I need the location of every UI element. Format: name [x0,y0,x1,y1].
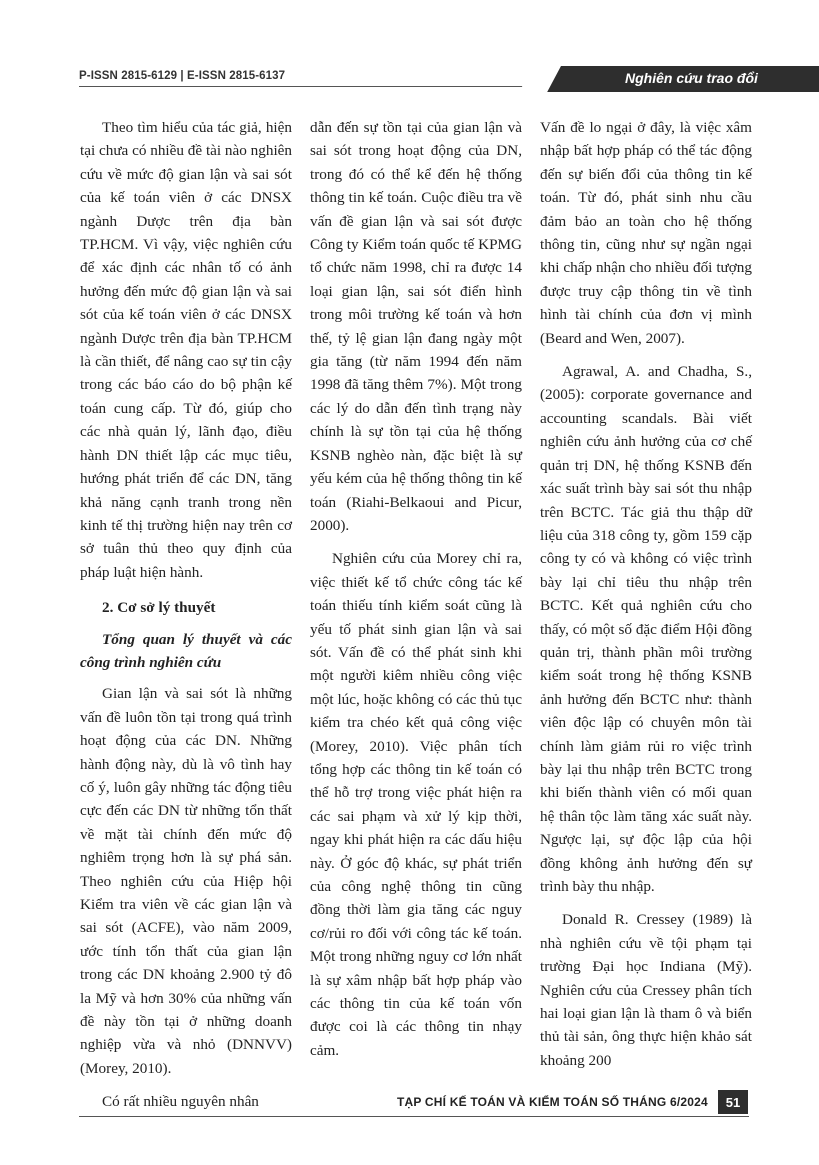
paragraph: Agrawal, A. and Chadha, S., (2005): corporate governance and accounting scandals. Bài viết nghiên cứu ảnh hưởng của cơ chế quản trị DN, hệ thống KSNB đến xác suất trình bày sai sót thu nhập trên BCTC. Tác giả thu thập dữ liệu của 318 công ty, gồm 159 cặp công ty có và không có việc trình bày lại chỉ tiêu thu nhập trên BCTC. Kết quả nghiên cứu cho thấy, có một số đặc điểm Hội đồng quản trị, thành phần môi trường kiểm soát trong hệ thống KSNB ảnh hưởng đến BCTC như: thành viên độc lập có chuyên môn tài chính làm giảm rủi ro việc trình bày lại thu nhập trên BCTC trong khi biến thành viên có mối quan hệ thân tộc làm tăng xác suất này. Ngược lại, sự độc lập của hội đồng không ảnh hưởng đến sự trình bày thu nhập. [540,363,752,895]
paragraph: Nghiên cứu của Morey chỉ ra, việc thiết kế tổ chức công tác kế toán thiếu tính kiểm soát cũng là yếu tố phát sinh gian lận và sai sót. Vấn đề có thể phát sinh khi một người kiêm nhiều công việc một lúc, hoặc không có các thủ tục kiểm tra chéo kết quả công việc (Morey, 2010). Việc phân tích tổng hợp các thông tin kế toán có thể hỗ trợ trong việc phát hiện ra các sai phạm và xử lý kịp thời, ngay khi phát hiện ra các dấu hiệu này. Ở góc độ khác, sự phát triển của công nghệ thông tin cũng đồng thời làm gia tăng các nguy cơ/rủi ro đối với công tác kế toán. Một trong những nguy cơ lớn nhất là sự xâm nhập bất hợp pháp vào các thông tin của kế toán vốn được coi là các thông tin nhạy cảm. [310,550,522,1059]
section-subheading: Tổng quan lý thuyết và các công trình nghiên cứu [80,630,292,671]
section-heading: 2. Cơ sở lý thuyết [102,599,216,617]
section-title: Nghiên cứu trao đổi [625,70,758,86]
paragraph: Vấn đề lo ngại ở đây, là việc xâm nhập bất hợp pháp có thể tác động đến sự biến đổi của thông tin kế toán. Từ đó, phát sinh nhu cầu đảm bảo an toàn cho hệ thống thông tin, cũng như sự ngần ngại khi chấp nhận cho nhiều đối tượng được truy cập thông tin về tình hình tài chính của đơn vị mình (Beard and Wen, 2007). [540,119,752,347]
text-column-2 [310,116,522,1062]
paragraph: Gian lận và sai sót là những vấn đề luôn tồn tại trong quá trình hoạt động của các DN. Những hành động này, dù là vô tình hay cố ý, luôn gây những tác động tiêu cực đến các DN từ những tổn thất về mặt tài chính đến mức độ nghiêm trọng hơn là sự phá sản. Theo nghiên cứu của Hiệp hội Kiểm tra viên về các gian lận và sai sót (ACFE), vào năm 2009, ước tính tổn thất của gian lận trong các DN khoảng 2.900 tỷ đô la Mỹ và hơn 30% của những vấn đề này tồn tại ở những doanh nghiệp vừa và nhỏ (DNNVV) (Morey, 2010). [80,685,292,1077]
footer-rule [79,1116,749,1117]
page-number: 51 [718,1090,748,1114]
issn-line: P-ISSN 2815-6129 | E-ISSN 2815-6137 [79,70,286,82]
paragraph: Theo tìm hiểu của tác giả, hiện tại chưa có nhiều đề tài nào nghiên cứu về mức độ gian lận và sai sót của kế toán viên ở các DNSX ngành Dược trên địa bàn TP.HCM. Vì vậy, việc nghiên cứu để xác định các nhân tố có ảnh hưởng đến mức độ gian lận và sai sót của kế toán viên ở các DNSX ngành Dược trên địa bàn TP.HCM là cần thiết, để nâng cao sự tin cậy trong các báo cáo do bộ phận kế toán cung cấp. Từ đó, giúp cho các nhà quản lý, lãnh đạo, điều hành DN thiết lập các mục tiêu, hướng phát triển để các DN, tăng khả năng cạnh tranh trong nền kinh tế thị trường hiện nay trên cơ sở tuân thủ theo quy định của pháp luật hiện hành. [80,119,292,581]
paragraph: dẫn đến sự tồn tại của gian lận và sai sót trong hoạt động của DN, trong đó có thể kể đến hệ thống thông tin kế toán. Cuộc điều tra về vấn đề gian lận và sai sót được Công ty Kiểm toán quốc tế KPMG tổ chức năm 1998, chỉ ra được 14 loại gian lận, sai sót điển hình trong môi trường kế toán và hơn thế, tỷ lệ gian lận đang ngày một gia tăng (từ năm 1994 đến năm 1998 đã tăng thêm 7%). Một trong các lý do dẫn đến tình trạng này chính là sự tồn tại của hệ thống KSNB nghèo nàn, đặc biệt là sự yếu kém của hệ thống thông tin kế toán (Riahi-Belkaoui and Picur, 2000). [310,119,522,534]
paragraph: Có rất nhiều nguyên nhân [102,1093,259,1111]
paragraph: Donald R. Cressey (1989) là nhà nghiên cứu về tội phạm tại trường Đại học Indiana (Mỹ). Nghiên cứu của Cressey phân tích hai loại gian lận là tham ô và biển thủ tài sản, ông thực hiện khảo sát khoảng 200 [540,911,752,1069]
journal-footer: TẠP CHÍ KẾ TOÁN VÀ KIỂM TOÁN SỐ THÁNG 6/2024 [397,1095,708,1109]
banner-slant [519,66,561,92]
text-column-3 [540,116,752,1072]
header-rule [79,86,534,87]
text-column-1 [80,116,292,1114]
